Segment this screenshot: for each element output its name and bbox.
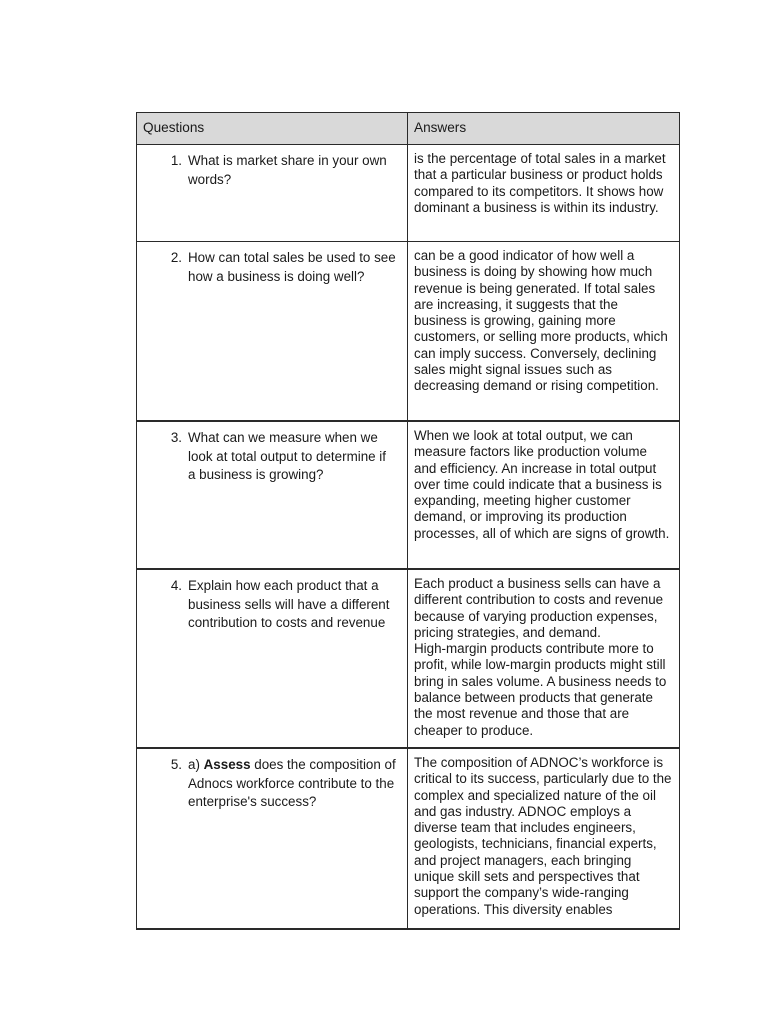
question-prefix: a) <box>188 757 204 772</box>
questions-answers-table <box>136 112 680 930</box>
question-number: 2. <box>170 250 182 265</box>
answer-text: can be a good indicator of how well a business is doing by showing how much revenue is being generated. If total sales are increasing, it suggests that the business is growing, gaining more customers, or selling more products, which can imply success. Conversely, declining sales might signal issues such as decreasing demand or rising competition. <box>414 248 668 394</box>
question-rest: does the composition of Adnocs workforce contribute to the enterprise's success? <box>188 757 396 809</box>
table-row <box>137 421 680 569</box>
question-cell <box>137 242 408 422</box>
table-row <box>137 569 680 748</box>
table-row <box>137 242 680 422</box>
table-row <box>137 145 680 242</box>
question-cell <box>137 421 408 569</box>
answer-cell <box>408 421 680 569</box>
question-text: What can we measure when we look at total output to determine if a business is growing? <box>188 430 387 482</box>
question-cell <box>137 748 408 929</box>
table-header-row <box>137 113 680 145</box>
answer-cell <box>408 242 680 422</box>
answer-paragraph: High-margin products contribute more to profit, while low-margin products might still bring in sales volume. A business needs to balance between products that generate the most revenue and those that are cheaper to produce. <box>414 641 667 738</box>
question-number: 5. <box>170 757 182 772</box>
questions-column-header: Questions <box>137 113 408 145</box>
question-text: How can total sales be used to see how a business is doing well? <box>188 250 396 284</box>
question-number: 1. <box>170 153 182 168</box>
answer-text: When we look at total output, we can measure factors like production volume and efficiency. An increase in total output over time could indicate that a business is expanding, meeting higher customer demand, or improving its production processes, all of which are signs of growth. <box>414 428 670 541</box>
question-text <box>188 756 401 812</box>
question-cell <box>137 145 408 242</box>
question-number: 4. <box>170 578 182 593</box>
answer-cell <box>408 569 680 748</box>
question-text: Explain how each product that a business sells will have a different contribution to costs and revenue <box>188 578 390 630</box>
table-row <box>137 748 680 929</box>
question-bold-keyword: Assess <box>203 757 251 772</box>
answer-text: is the percentage of total sales in a market that a particular business or product holds compared to its competitors. It shows how dominant a business is within its industry. <box>414 151 666 215</box>
question-text: What is market share in your own words? <box>188 153 387 187</box>
answer-cell <box>408 145 680 242</box>
answer-text: The composition of ADNOC’s workforce is critical to its success, particularly due to the complex and specialized nature of the oil and gas industry. ADNOC employs a diverse team that includes engineers, geologists, technicians, financial experts, and project managers, each bringing unique skill sets and perspectives that support the company’s wide-ranging operations. This diversity enables <box>414 755 672 917</box>
answers-column-header: Answers <box>408 113 680 145</box>
answer-cell <box>408 748 680 929</box>
answer-paragraph: Each product a business sells can have a different contribution to costs and revenue because of varying production expenses, pricing strategies, and demand. <box>414 576 664 640</box>
question-number: 3. <box>170 430 182 445</box>
question-cell <box>137 569 408 748</box>
